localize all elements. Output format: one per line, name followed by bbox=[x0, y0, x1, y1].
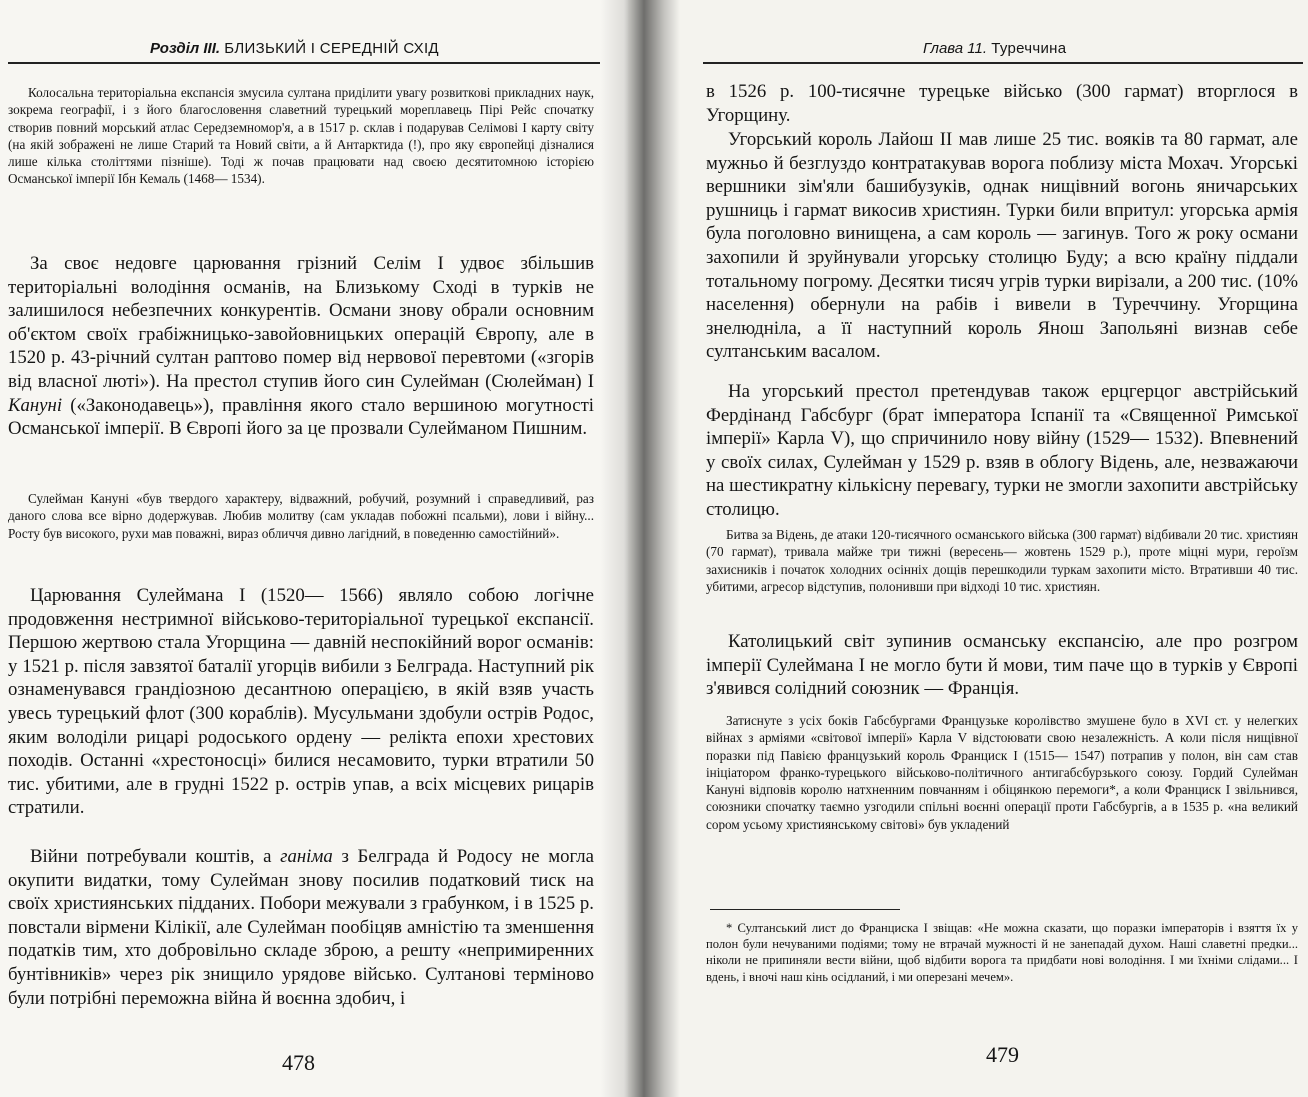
right-paragraph-france: Католицький світ зупинив османську експансію, але про розгром імперії Сулеймана І не могло бути й мови, тим паче що в турків у Європі з'явився солідний союзник — Франція. bbox=[706, 631, 1298, 700]
left-paragraph-wars bbox=[8, 845, 594, 1010]
left-paragraph-selim bbox=[8, 252, 594, 441]
footnote-rule bbox=[710, 909, 900, 910]
right-header-section: Глава 11. bbox=[923, 40, 988, 57]
right-paragraph-vienna: На угорський престол претендував також ерцгерцог австрійський Фердінанд Габсбург (брат імператора Іспанії та «Священної Римської імперії» Карла V), що спричинило нову війну (1529— 1532). Впевнений у своїх силах, Сулейман у 1529 р. взяв в облогу Відень, але, незважаючи на шестикратну кількісну перевагу, турки не змогли захопити австрійську столицю. bbox=[706, 381, 1298, 520]
right-page-number: 479 bbox=[986, 1042, 1019, 1067]
right-page bbox=[628, 0, 1308, 1097]
right-paragraph-invasion: в 1526 р. 100-тисячне турецьке військо (300 гармат) вторглося в Угорщину. bbox=[706, 81, 1298, 126]
left-header-title: БЛИЗЬКИЙ І СЕРЕДНІЙ СХІД bbox=[224, 40, 439, 57]
right-note-vienna-siege: Битва за Відень, де атаки 120-тисячного османського війська (300 гармат) відбивали 20 тис. християн (70 гармат), тривала майже три тижні (вересень— жовтень 1529 р.), проте міцні мури, героїзм захисників і початок холодних осінніх дощів перешкодили туркам захопити місто. Втративши 40 тис. убитими, агресор відступив, полонивши при відході 10 тис. християн. bbox=[706, 527, 1298, 594]
left-para3-text-b: з Белграда й Родосу не могла окупити видатки, тому Сулейман знову посилив податковий тиск на своїх християнських підданих. Побори межували з грабунком, і в 1525 р. повстали вірмени Кілікії, але Сулейман пообіцяв амністію та зменшення податків тим, хто добровільно складе зброю, а решту «непримиренних бунтівників» через рік знищило урядове військо. Султанові терміново були потрібні переможна війна й воєнна здобич, і bbox=[8, 846, 594, 1009]
left-running-header bbox=[150, 40, 439, 57]
left-para3-emphasis: ганіма bbox=[280, 846, 333, 867]
left-note-piri-reis: Колосальна територіальна експансія змусила султана приділити увагу розвиткові прикладних наук, зокрема географії, і з його благословення славетний турецький мореплавець Пірі Рейс спочатку створив повний морський атлас Середземномор'я, а в 1517 р. склав і подарував Селімові І карту світу (на якій зображені не лише Старий та Новий світи, а й Антарктида (!), про яку європейці дізналися лише кілька століттями пізніше). Тоді ж почав працювати над своєю десятитомною історією Османської імперії Ібн Кемаль (1468— 1534). bbox=[8, 85, 594, 187]
right-running-header bbox=[923, 40, 1066, 57]
left-page bbox=[0, 0, 628, 1097]
left-para1-text-a: За своє недовге царювання грізний Селім І удвоє збільшив територіальні володіння османів, на Близькому Сході в турків не залишилося небезпечних конкурентів. Османи знову обрали основним об'єктом своїх грабіжницько-завойовницьких операцій Європу, але в 1520 р. 43-річний султан раптово помер від нервової перевтоми («згорів від власної люті»). На престол ступив його син Сулейман (Сюлейман) І bbox=[8, 253, 594, 392]
left-page-number: 478 bbox=[282, 1050, 315, 1075]
book-gutter-shadow bbox=[600, 0, 680, 1097]
left-header-rule bbox=[8, 62, 600, 64]
right-header-rule bbox=[703, 62, 1303, 64]
left-note-suleiman: Сулейман Кануні «був твердого характеру, відважний, робучий, розумний і справедливий, раз даного слова все вірно додержував. Любив молитву (сам укладав побожні псальми), лови і війну... Росту був високого, рухи мав поважні, вираз обличчя дивно лагідний, в поведенню самостійний». bbox=[8, 491, 594, 541]
right-note-alliance: Затиснуте з усіх боків Габсбургами Французьке королівство змушене було в XVI ст. у нелегких війнах з арміями «світової імперії» Карла V відстоювати свою незалежність. А коли після нищівної поразки під Павією французький король Франциск І (1515— 1547) потрапив у полон, він сам став ініціатором франко-турецького військово-політичного антигабсбурзького союзу. Гордий Сулейман Кануні відповів королю натхненним повчанням і обіцянкою перемоги*, а коли Франциск І звільнився, союзники спочатку таємно узгодили спільні воєнні операції проти Габсбургів, а в 1535 р. «на великий сором усьому християнському світові» був укладений bbox=[706, 713, 1298, 832]
right-paragraph-mohacs: Угорський король Лайош ІІ мав лише 25 тис. вояків та 80 гармат, але мужньо й безглуздо контратакував ворога поблизу міста Мохач. Угорські вершники зім'яли башибузуків, однак нищівний вогонь яничарських рушниць і гармат викосив християн. Турки били впритул: угорська армія була поголовно винищена, а сам король — загинув. Того ж року османи захопили й зруйнували угорську столицю Буду; а всю країну піддали тотальному погрому. Десятки тисяч угрів турки вирізали, а 200 тис. (10% населення) обернули на рабів і вивели в Туреччину. Угорщина знелюдніла, а її наступний король Янош Запольяні визнав себе султанським васалом. bbox=[706, 129, 1298, 363]
right-footnote: * Султанський лист до Франциска І звіщав: «Не можна сказати, що поразки імператорів і взяття їх у полон були нечуваними подіями; тому не втрачай мужності й не занепадай духом. Наші славетні предки... ніколи не припиняли вести війни, щоб відбити ворога та придбати нові володіння. І ми їхніми слідами... І вдень, і вночі наш кінь осідланий, і ми оперезані мечем». bbox=[706, 921, 1298, 984]
left-paragraph-reign: Царювання Сулеймана І (1520— 1566) являло собою логічне продовження нестримної військово-територіальної турецької експансії. Першою жертвою стала Угорщина — давній неспокійний ворог османів: у 1521 р. після завзятої баталії угорців вибили з Белграда. Наступний рік ознаменувався грандіозною десантною операцією, в якій взяв участь увесь турецький флот (300 кораблів). Мусульмани здобули острів Родос, яким володіли рицарі родоського ордену — реліктa епохи хрестових походів. Останні «хрестоносці» билися несамовито, турки втратили 50 тис. убитими, але в грудні 1522 р. острів упав, а всіх місцевих рицарів стратили. bbox=[8, 585, 594, 819]
right-header-title: Туреччина bbox=[991, 40, 1067, 57]
left-para1-emphasis: Кануні bbox=[8, 394, 63, 416]
left-para3-text-a: Війни потребували коштів, а bbox=[30, 846, 281, 867]
left-para1-text-b: («Законодавець»), правління якого стало вершиною могутності Османської імперії. В Європі його за це прозвали Сулейманом Пишним. bbox=[8, 394, 594, 440]
left-header-section: Розділ ІІІ. bbox=[150, 40, 221, 57]
